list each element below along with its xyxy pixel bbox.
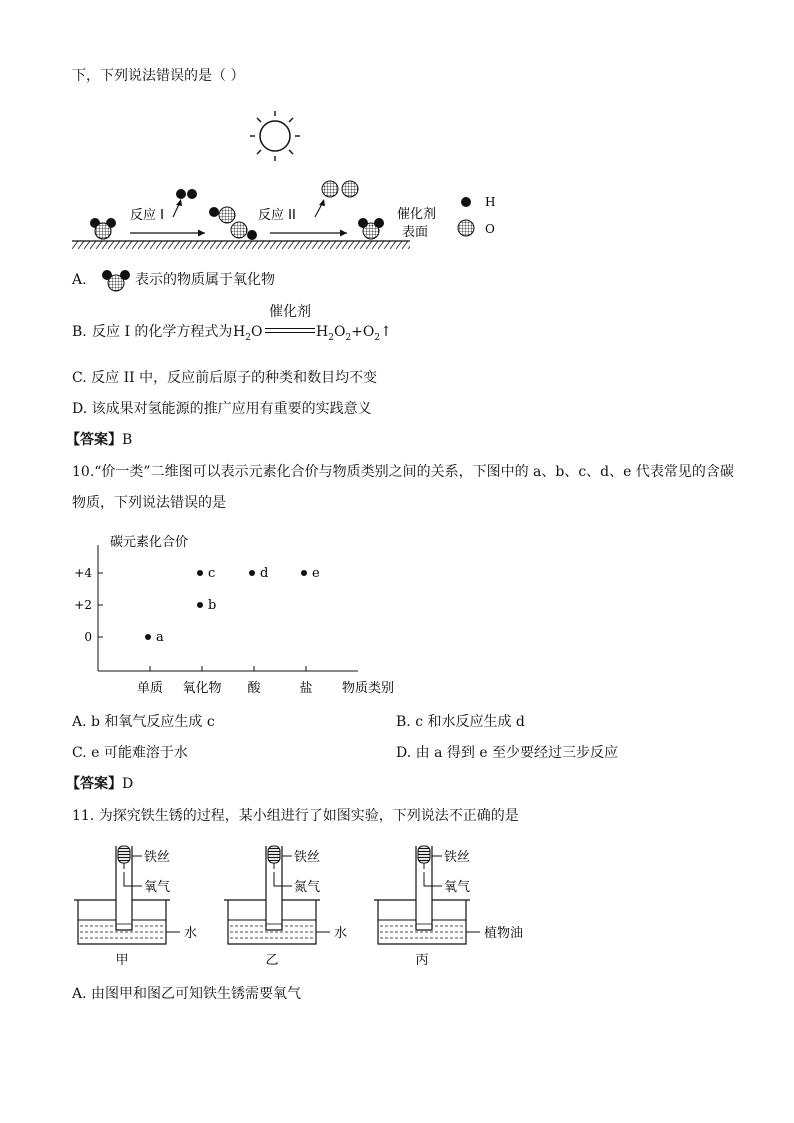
data-point-label: d [260, 566, 269, 581]
water-molecule-icon [90, 218, 116, 239]
q9-equation-products: $H_2O_2+O_2↑$ [316, 324, 392, 343]
q9-stem-tail: 下，下列说法错误的是（ ） [72, 68, 245, 84]
hydrogen-atom-icon [461, 197, 471, 207]
wire-label: 铁丝 [444, 850, 471, 865]
oxygen-molecule-icon [322, 181, 358, 197]
oxygen-atom-icon [458, 220, 474, 236]
y-tick-label: 0 [84, 630, 92, 644]
data-point-a [145, 634, 151, 640]
q9-reaction-diagram [60, 105, 520, 255]
iron-wire-coil-icon [118, 846, 130, 863]
q10-answer: 【答案】D [66, 776, 134, 792]
legend [458, 195, 495, 236]
catalyst-surface [72, 241, 410, 249]
test-tube-setup [74, 846, 197, 968]
x-tick-label: 单质 [136, 681, 164, 696]
gas-label: 氧气 [444, 880, 471, 895]
data-point-d [249, 570, 255, 576]
data-point-e [301, 570, 307, 576]
setup-name-label: 丙 [415, 953, 429, 968]
y-tick-label: +4 [74, 566, 92, 580]
liquid-label: 水 [184, 926, 198, 941]
q9-option-b-text: 反应 I 的化学方程式为 [92, 324, 233, 340]
x-tick-label: 酸 [247, 681, 261, 696]
q10-valence-chart [60, 525, 420, 700]
q9-option-a-label: A. [72, 272, 87, 288]
liquid-label: 水 [334, 926, 348, 941]
iron-wire-coil-icon [268, 846, 280, 863]
catalyst-surface-label: 催化剂 [397, 207, 437, 222]
data-point-b [197, 602, 203, 608]
q9-option-c: C. 反应 II 中，反应前后原子的种类和数目均不变 [72, 370, 378, 386]
reaction2-label: 反应 II [258, 208, 296, 223]
q9-equation-reactant: $H_2O$ [233, 324, 263, 343]
q9-option-a-text: 表示的物质属于氧化物 [135, 272, 275, 288]
setup-name-label: 甲 [115, 953, 129, 968]
setup-name-label: 乙 [265, 953, 279, 968]
hydrogen-molecule-icon [176, 189, 197, 199]
q9-equation-catalyst: 催化剂 [269, 304, 311, 320]
equation-equals-line-top [265, 328, 315, 329]
data-point-label: c [208, 566, 216, 581]
q10-option-b: B. c 和水反应生成 d [396, 714, 525, 730]
q9-option-d: D. 该成果对氢能源的推广应用有重要的实践意义 [72, 401, 372, 417]
chart-x-axis-label: 物质类别 [342, 681, 395, 696]
q11-rust-experiment [60, 838, 560, 973]
q10-stem-line2: 物质，下列说法错误的是 [72, 495, 226, 511]
equation-equals-line-bottom [265, 332, 315, 333]
water-molecule-icon [358, 218, 384, 239]
x-tick-label: 氧化物 [182, 681, 222, 696]
q9-option-b-label: B. [72, 324, 87, 340]
data-point-c [197, 570, 203, 576]
wire-label: 铁丝 [144, 850, 171, 865]
sun-icon [250, 111, 300, 161]
gas-label: 氮气 [294, 880, 321, 895]
q10-option-a: A. b 和氧气反应生成 c [72, 714, 215, 730]
iron-wire-coil-icon [418, 846, 430, 863]
y-tick-label: +2 [74, 598, 92, 612]
gas-label: 氧气 [144, 880, 171, 895]
wire-label: 铁丝 [294, 850, 321, 865]
data-point-label: a [156, 630, 164, 645]
reaction1-label: 反应 I [130, 208, 164, 223]
q10-stem-line1: 10.“价一类”二维图可以表示元素化合价与物质类别之间的关系，下图中的 a、b、c、d、e 代表常见的含碳 [72, 464, 734, 480]
chart-y-axis-label: 碳元素化合价 [110, 535, 189, 550]
legend-h-label: H [485, 195, 496, 209]
q9-answer: 【答案】B [66, 432, 133, 448]
water-molecule-icon [100, 266, 134, 294]
catalyst-surface-label-2: 表面 [402, 225, 429, 240]
test-tube-setup [374, 846, 523, 968]
data-point-label: e [312, 566, 320, 581]
q10-option-c: C. e 可能难溶于水 [72, 745, 188, 761]
test-tube-setup [224, 846, 347, 968]
x-tick-label: 盐 [299, 681, 313, 696]
liquid-label: 植物油 [484, 926, 524, 941]
legend-o-label: O [485, 222, 495, 236]
q11-stem: 11. 为探究铁生锈的过程，某小组进行了如图实验，下列说法不正确的是 [72, 808, 519, 824]
data-point-label: b [208, 598, 217, 613]
intermediate-molecules-icon [209, 207, 257, 240]
q10-option-d: D. 由 a 得到 e 至少要经过三步反应 [396, 745, 619, 761]
q11-option-a: A. 由图甲和图乙可知铁生锈需要氧气 [72, 986, 302, 1002]
